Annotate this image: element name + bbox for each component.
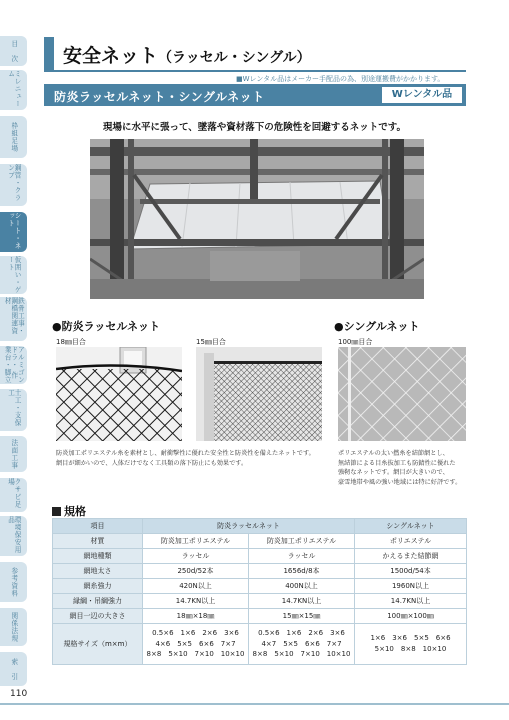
- table-cell: 400N以上: [249, 579, 355, 594]
- page-number: 110: [10, 689, 28, 699]
- table-cell: 1500d/54本: [355, 564, 467, 579]
- table-row: [53, 549, 467, 564]
- index-tab-14[interactable]: 索 引: [0, 652, 27, 686]
- table-cell: 14.7KN以上: [249, 594, 355, 609]
- spec-table: [52, 518, 467, 665]
- col-header-russel: 防炎ラッセルネット: [143, 519, 355, 534]
- spec-heading: [52, 503, 86, 519]
- russel-desc-line-2: 網目が細かいので、人体だけでなく工具類の落下防止にも効果です。: [56, 459, 248, 467]
- row-label: 網地種類: [53, 549, 143, 564]
- index-tab-0[interactable]: 目 次: [0, 36, 27, 66]
- table-cell: ラッセル: [143, 549, 249, 564]
- single-net-description: [338, 449, 468, 487]
- square-bullet-icon: [52, 507, 61, 516]
- table-row: [53, 579, 467, 594]
- table-row-size: [53, 624, 467, 665]
- table-cell: 250d/52本: [143, 564, 249, 579]
- single-desc-line-4: 豪雪地帯や風の強い地域には特に好評です。: [338, 478, 462, 486]
- col-header-single: シングルネット: [355, 519, 467, 534]
- index-tab-6[interactable]: 鉄骨工事・ 鋼橋関連資材: [0, 297, 27, 341]
- rental-note: ■Wレンタル品はメーカー手配品の為、別途運搬費がかかります。: [236, 75, 445, 83]
- single-desc-line-2: 無結節による目糸抜加工も防錆性に優れた: [338, 459, 456, 467]
- mesh-label-100: 100㎜目合: [338, 338, 373, 346]
- mesh-label-15: 15㎜目合: [196, 338, 226, 346]
- size-cell-single: 1×6 3×6 5×5 6×6 5×10 8×8 10×10: [355, 624, 467, 665]
- table-cell: ラッセル: [249, 549, 355, 564]
- row-label: 網糸強力: [53, 579, 143, 594]
- spec-heading-text: 規格: [64, 505, 86, 518]
- index-tab-11[interactable]: 環境保安用品: [0, 516, 27, 556]
- header-accent-bar: [44, 37, 54, 71]
- col-header-item: 項目: [53, 519, 143, 534]
- russel-net-heading: ●防炎ラッセルネット: [52, 320, 161, 333]
- row-label: 縁綱・吊綱強力: [53, 594, 143, 609]
- row-label: 網目一辺の大きさ: [53, 609, 143, 624]
- single-desc-line-1: ポリエステルの太い撚糸を結節網とし、: [338, 450, 449, 457]
- index-tab-3[interactable]: 鋼管・クランプ: [0, 164, 27, 206]
- table-cell: ポリエステル: [355, 534, 467, 549]
- section-title: 防炎ラッセルネット・シングルネット: [54, 90, 265, 104]
- table-row: [53, 564, 467, 579]
- lead-text: 現場に水平に張って、墜落や資材落下の危険性を回避するネットです。: [102, 122, 407, 133]
- header-rule: [44, 70, 466, 72]
- mesh-label-18: 18㎜目合: [56, 338, 86, 346]
- section-bar: [44, 84, 466, 106]
- index-tab-2[interactable]: 枠組足場: [0, 116, 27, 158]
- table-cell: 14.7KN以上: [355, 594, 467, 609]
- table-cell: 100㎜×100㎜: [355, 609, 467, 624]
- single-net-heading: ●シングルネット: [334, 320, 420, 333]
- table-row: [53, 594, 467, 609]
- single-desc-line-3: 強靭なネットです。網目が大きいので、: [338, 469, 449, 477]
- table-cell: 14.7KN以上: [143, 594, 249, 609]
- size-cell-russel-15: 0.5×6 1×6 2×6 3×6 4×7 5×5 6×6 7×7 8×8 5×10 7×10 10×10: [249, 624, 355, 665]
- page-title-sub: （ラッセル・シングル）: [158, 50, 311, 66]
- index-tab-12[interactable]: 参考資料: [0, 562, 27, 602]
- row-label: 網地太さ: [53, 564, 143, 579]
- index-tab-9[interactable]: 法面工事: [0, 436, 27, 472]
- table-cell: 1656d/8本: [249, 564, 355, 579]
- table-cell: 18㎜×18㎜: [143, 609, 249, 624]
- footer-rule: [0, 703, 509, 705]
- table-cell: 15㎜×15㎜: [249, 609, 355, 624]
- index-tab-4[interactable]: シート・ネット: [0, 212, 27, 252]
- table-cell: 防炎加工ポリエステル: [143, 534, 249, 549]
- table-row: [53, 609, 467, 624]
- index-tab-10[interactable]: クサビ足場: [0, 478, 27, 512]
- page-header: [44, 37, 466, 71]
- site-photo: [90, 139, 424, 299]
- page-title-main: 安全ネット: [63, 45, 159, 67]
- table-row: [53, 534, 467, 549]
- row-label: 規格サイズ（m×m）: [53, 624, 143, 665]
- row-label: 材質: [53, 534, 143, 549]
- index-tab-8[interactable]: 土工・支保工: [0, 389, 27, 431]
- table-cell: かえるまた結節網: [355, 549, 467, 564]
- russel-net-description: [56, 449, 326, 468]
- table-cell: 420N以上: [143, 579, 249, 594]
- index-tab-7[interactable]: アルミゴンドラ・ 作業台・脚立: [0, 346, 27, 384]
- index-tab-5[interactable]: 仮囲い・ゲート: [0, 256, 27, 294]
- russel-net-15-photo: [196, 347, 322, 441]
- russel-net-18-photo: [56, 347, 182, 441]
- single-net-100-photo: [338, 347, 466, 441]
- table-cell: 防炎加工ポリエステル: [249, 534, 355, 549]
- index-tab-13[interactable]: 関係法規: [0, 608, 27, 646]
- page-title: [63, 41, 311, 68]
- size-cell-russel-18: 0.5×6 1×6 2×6 3×6 4×6 5×5 6×6 7×7 8×8 5×10 7×10 10×10: [143, 624, 249, 665]
- table-header-row: [53, 519, 467, 534]
- russel-desc-line-1: 防炎加工ポリエステル糸を素材とし、耐衝撃性に優れた安全性と防炎性を備えたネットです。: [56, 450, 315, 457]
- index-tab-1[interactable]: ミレニューム: [0, 70, 27, 110]
- table-cell: 1960N以上: [355, 579, 467, 594]
- rental-badge: Wレンタル品: [382, 87, 462, 103]
